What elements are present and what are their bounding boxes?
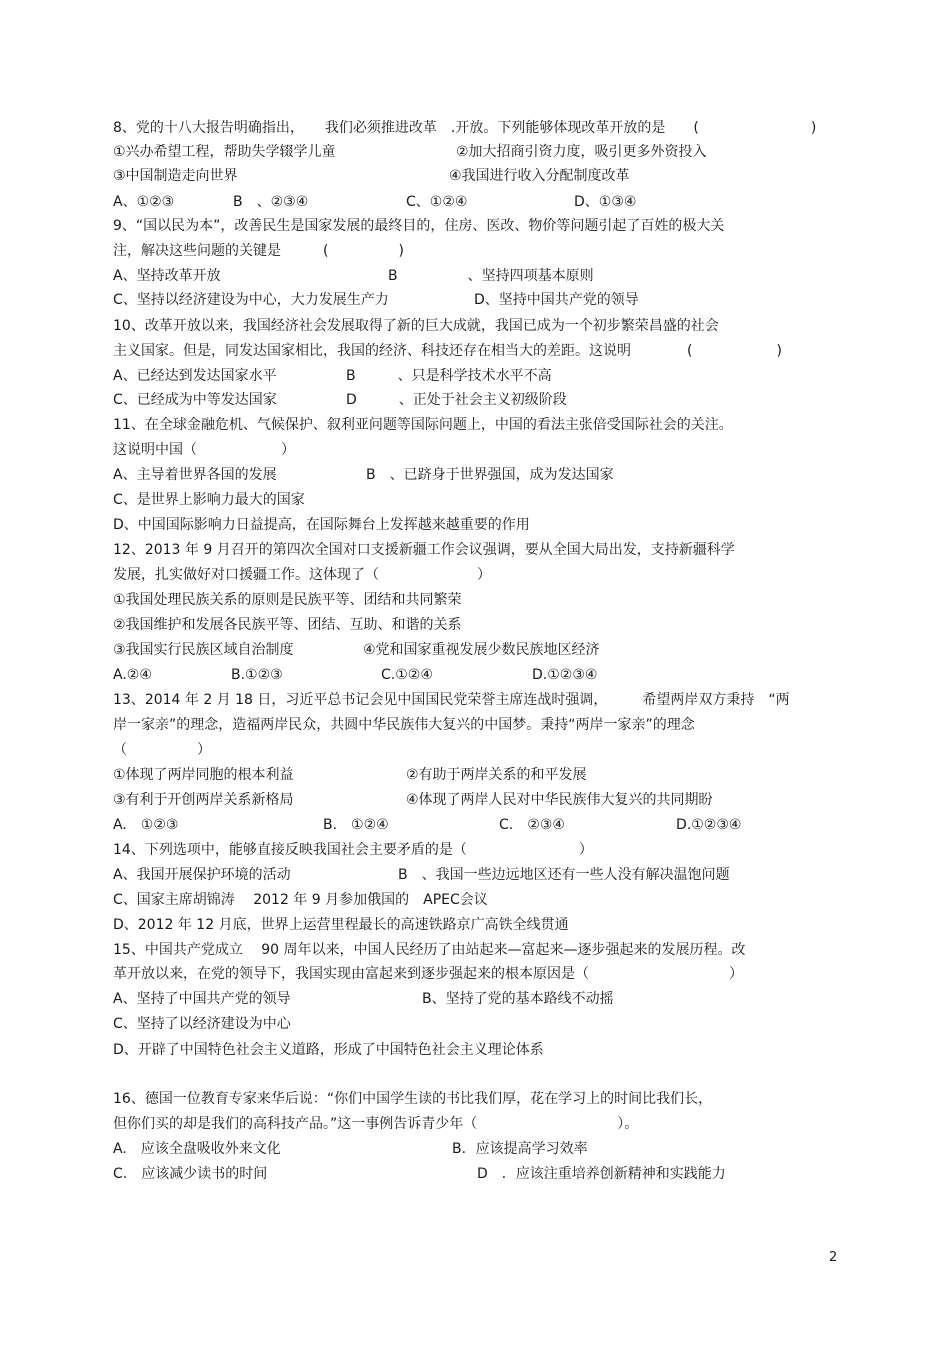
question-9-option-c: C、坚持以经济建设为中心，大力发展生产力 [113, 292, 389, 308]
question-15-option-a: A、坚持了中国共产党的领导 [113, 991, 291, 1007]
question-14-option-c: C、国家主席胡锦涛 2012 年 9 月参加俄国的 APEC会议 [113, 892, 488, 908]
question-16-option-b: B．应该提高学习效率 [452, 1141, 588, 1157]
question-13-stem-line-1: 13、2014 年 2 月 18 日，习近平总书记会见中国国民党荣誉主席连战时强调， 希望两岸双方秉持 “两 [113, 692, 790, 708]
question-10-stem-line-1: 10、改革开放以来，我国经济社会发展取得了新的巨大成就，我国已成为一个初步繁荣昌盛的社会 [113, 318, 719, 334]
question-13-stem-line-3: （ ） [113, 742, 211, 758]
question-9-stem-line-1: 9、“国以民为本”，改善民生是国家发展的最终目的，住房、医改、物价等问题引起了百姓的极大关 [113, 218, 725, 234]
question-15-stem-line-1: 15、中国共产党成立 90 周年以来，中国人民经历了由站起来—富起来—逐步强起来的发展历程。改 [113, 942, 746, 958]
question-12-statement-4: ④党和国家重视发展少数民族地区经济 [363, 642, 600, 658]
question-11-stem-line-2: 这说明中国（ ） [113, 442, 295, 458]
question-12-option-c: C.①②④ [381, 667, 433, 683]
question-8-statement-1: ①兴办希望工程，帮助失学辍学儿童 [113, 144, 336, 160]
question-10-stem-line-2: 主义国家。但是，同发达国家相比，我国的经济、科技还存在相当大的差距。这说明 ( ) [113, 343, 782, 359]
question-9-option-d: D、坚持中国共产党的领导 [474, 292, 639, 308]
question-16-stem-line-1: 16、德国一位教育专家来华后说：“你们中国学生读的书比我们厚，花在学习上的时间比我们长， [113, 1091, 713, 1107]
question-8-statement-4: ④我国进行收入分配制度改革 [449, 168, 630, 184]
question-13-option-a: A. ①②③ [113, 817, 179, 833]
question-10-option-d: D 、正处于社会主义初级阶段 [346, 392, 567, 408]
question-10-option-b: B 、只是科学技术水平不高 [346, 368, 552, 384]
question-10-option-c: C、已经成为中等发达国家 [113, 392, 277, 408]
question-14-option-a: A、我国开展保护环境的活动 [113, 867, 291, 883]
question-16-stem-line-2: 但你们买的却是我们的高科技产品。”这一事例告诉青少年（ ）。 [113, 1116, 639, 1132]
question-14-option-d: D、2012 年 12 月底，世界上运营里程最长的高速铁路京广高铁全线贯通 [113, 917, 569, 933]
question-15-stem-line-2: 革开放以来，在党的领导下，我国实现由富起来到逐步强起来的根本原因是（ ） [113, 966, 743, 982]
question-13-option-b: B. ①②④ [323, 817, 389, 833]
question-11-option-a: A、主导着世界各国的发展 [113, 467, 277, 483]
question-13-stem-line-2: 岸一家亲”的理念，造福两岸民众，共圆中华民族伟大复兴的中国梦。秉持“两岸一家亲”的理念 [113, 717, 695, 733]
question-11-option-d: D、中国国际影响力日益提高，在国际舞台上发挥越来越重要的作用 [113, 517, 530, 533]
question-9-option-a: A、坚持改革开放 [113, 268, 221, 284]
question-12-statement-3: ③我国实行民族区域自治制度 [113, 642, 294, 658]
question-13-statement-1: ①体现了两岸同胞的根本利益 [113, 767, 294, 783]
question-8-option-a: A、①②③ [113, 194, 175, 210]
question-12-option-d: D.①②③④ [532, 667, 598, 683]
question-16-option-d: D ．应该注重培养创新精神和实践能力 [477, 1166, 726, 1182]
question-16-option-a: A. 应该全盘吸收外来文化 [113, 1141, 281, 1157]
question-12-stem-line-2: 发展，扎实做好对口援疆工作。这体现了（ ） [113, 567, 491, 583]
question-12-stem-line-1: 12、2013 年 9 月召开的第四次全国对口支援新疆工作会议强调，要从全国大局出发，支持新疆科学 [113, 542, 735, 558]
question-11-option-b: B 、已跻身于世界强国，成为发达国家 [366, 467, 614, 483]
question-15-option-c: C、坚持了以经济建设为中心 [113, 1016, 291, 1032]
question-13-statement-4: ④体现了两岸人民对中华民族伟大复兴的共同期盼 [406, 792, 713, 808]
question-16-option-c: C. 应该减少读书的时间 [113, 1166, 268, 1182]
question-13-statement-2: ②有助于两岸关系的和平发展 [406, 767, 587, 783]
question-15-option-d: D、开辟了中国特色社会主义道路，形成了中国特色社会主义理论体系 [113, 1042, 544, 1058]
question-8-option-d: D、①③④ [574, 194, 637, 210]
question-14-option-b: B 、我国一些边远地区还有一些人没有解决温饱问题 [398, 867, 730, 883]
question-12-option-a: A.②④ [113, 667, 152, 683]
question-9-stem-line-2: 注，解决这些问题的关键是 ( ) [113, 243, 404, 259]
question-8-statement-2: ②加大招商引资力度，吸引更多外资投入 [456, 144, 707, 160]
question-12-statement-2: ②我国维护和发展各民族平等、团结、互助、和谐的关系 [113, 617, 462, 633]
question-8-stem-line-1: 8、党的十八大报告明确指出， 我们必须推进改革 .开放。下列能够体现改革开放的是 ( ) [113, 120, 817, 136]
question-11-stem-line-1: 11、在全球金融危机、气候保护、叙利亚问题等国际问题上，中国的看法主张倍受国际社会的关注。 [113, 417, 733, 433]
question-10-option-a: A、已经达到发达国家水平 [113, 368, 277, 384]
question-15-option-b: B、坚持了党的基本路线不动摇 [422, 991, 614, 1007]
question-8-statement-3: ③中国制造走向世界 [113, 168, 238, 184]
page-number: 2 [829, 1250, 838, 1265]
question-12-option-b: B.①②③ [231, 667, 283, 683]
question-8-option-c: C、①②④ [406, 194, 468, 210]
question-14-stem-line-1: 14、下列选项中，能够直接反映我国社会主要矛盾的是（ ） [113, 842, 593, 858]
question-12-statement-1: ①我国处理民族关系的原则是民族平等、团结和共同繁荣 [113, 592, 462, 608]
question-13-option-c: C. ②③④ [499, 817, 565, 833]
question-11-option-c: C、是世界上影响力最大的国家 [113, 492, 305, 508]
question-9-option-b: B 、坚持四项基本原则 [388, 268, 594, 284]
question-13-statement-3: ③有利于开创两岸关系新格局 [113, 792, 294, 808]
question-13-option-d: D.①②③④ [676, 817, 742, 833]
question-8-option-b: B 、②③④ [233, 194, 309, 210]
